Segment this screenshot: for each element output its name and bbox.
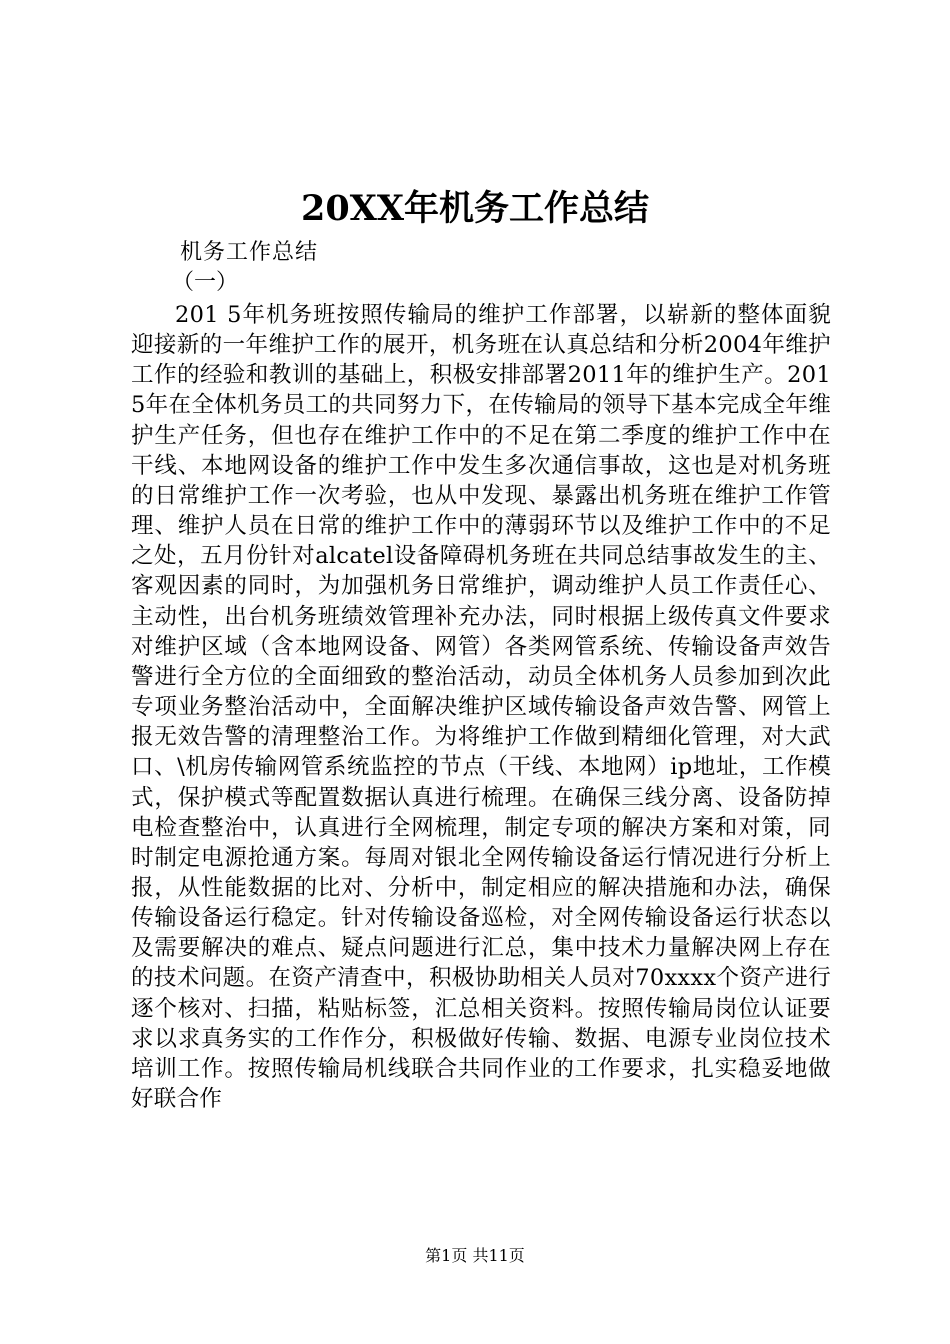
page-title: 20XX年机务工作总结 [300, 188, 650, 229]
body-paragraph: 201 5年机务班按照传输局的维护工作部署，以崭新的整体面貌迎接新的一年维护工作的展开，机务班在认真总结和分析2004年维护工作的经验和教训的基础上，积极安排部署2011年的维护生产。201 5年在全体机务员工的共同努力下，在传输局的领导下基本完成全年维护生产任务，但也存在维护工作中的不足在第二季度的维护工作中在干线、本地网设备的维护工作中发生多次通信事故，这也是对机务班的日常维护工作一次考验，也从中发现、暴露出机务班在维护工作管理、维护人员在日常的维护工作中的薄弱环节以及维护工作中的不足之处，五月份针对alcatel设备障碍机务班在共同总结事故发生的主、客观因素的同时，为加强机务日常维护，调动维护人员工作责任心、主动性，出台机务班绩效管理补充办法，同时根据上级传真文件要求对维护区域（含本地网设备、网管）各类网管系统、传输设备声效告警进行全方位的全面细致的整治活动，动员全体机务人员参加到次此专项业务整治活动中，全面解决维护区域传输设备声效告警、网管上报无效告警的清理整治工作。为将维护工作做到精细化管理，对大武口、\机房传输网管系统监控的节点（干线、本地网）ip地址，工作模式，保护模式等配置数据认真进行梳理。在确保三线分离、设备防掉电检查整治中，认真进行全网梳理，制定专项的解决方案和对策，同时制定电源抢通方案。每周对银北全网传输设备运行情况进行分析上报，从性能数据的比对、分析中，制定相应的解决措施和办法，确保传输设备运行稳定。针对传输设备巡检，对全网传输设备运行状态以及需要解决的难点、疑点问题进行汇总，集中技术力量解决网上存在的技术问题。在资产清查中，积极协助相关人员对70xxxx个资产进行逐个核对、扫描，粘贴标签，汇总相关资料。按照传输局岗位认证要求以求真务实的工作作分，积极做好传输、数据、电源专业岗位技术培训工作。按照传输局机线联合共同作业的工作要求，扎实稳妥地做好联合作 [131, 302, 831, 1113]
section-marker: （一） [172, 270, 239, 295]
document-subtitle: 机务工作总结 [180, 240, 319, 265]
page-footer: 第1页 共11页 [425, 1246, 525, 1265]
